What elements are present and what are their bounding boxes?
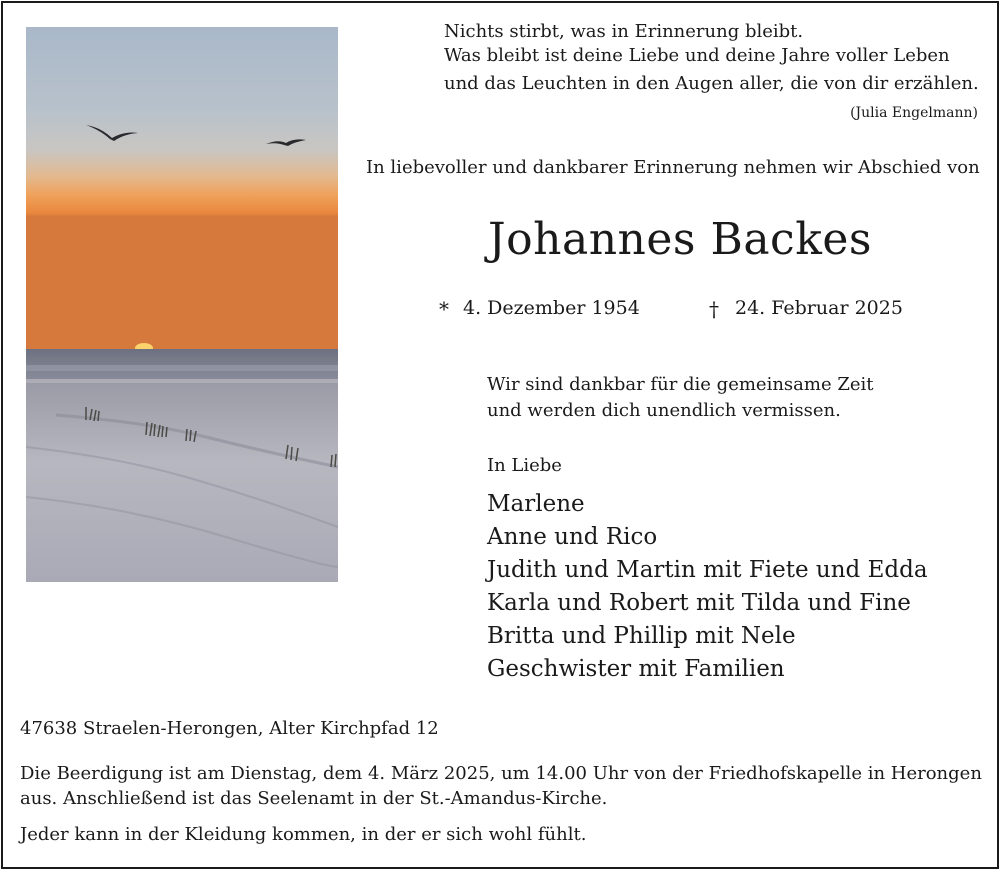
mourner-4: Karla und Robert mit Tilda und Fine (487, 590, 911, 616)
thanks-line-1: Wir sind dankbar für die gemeinsame Zeit (487, 374, 874, 395)
funeral-line-2: aus. Anschließend ist das Seelenamt in der St.-Amandus-Kirche. (20, 788, 608, 809)
quote-author: (Julia Engelmann) (850, 105, 978, 121)
in-love-label: In Liebe (487, 455, 562, 476)
death-cross-icon: † (709, 297, 719, 321)
mourner-1: Marlene (487, 491, 585, 517)
birth-date: 4. Dezember 1954 (463, 297, 640, 319)
quote-line-3: und das Leuchten in den Augen aller, die von dir erzählen. (444, 73, 979, 94)
quote-line-1: Nichts stirbt, was in Erinnerung bleibt. (444, 21, 804, 42)
beach-sunset-photo (26, 27, 338, 582)
quote-line-2: Was bleibt ist deine Liebe und deine Jahre voller Leben (444, 45, 950, 66)
farewell-intro: In liebevoller und dankbarer Erinnerung nehmen wir Abschied von (366, 157, 980, 178)
mourner-5: Britta und Phillip mit Nele (487, 623, 796, 649)
funeral-line-1: Die Beerdigung ist am Dienstag, dem 4. März 2025, um 14.00 Uhr von der Friedhofskapelle in Herongen (20, 763, 982, 784)
dress-note: Jeder kann in der Kleidung kommen, in der er sich wohl fühlt. (20, 824, 587, 845)
mourner-3: Judith und Martin mit Fiete und Edda (487, 557, 928, 583)
thanks-line-2: und werden dich unendlich vermissen. (487, 400, 841, 421)
deceased-name: Johannes Backes (488, 214, 872, 265)
mourner-2: Anne und Rico (487, 524, 658, 550)
mourner-6: Geschwister mit Familien (487, 656, 785, 682)
address: 47638 Straelen-Herongen, Alter Kirchpfad 12 (20, 718, 439, 739)
birth-star-icon: * (439, 297, 449, 321)
death-date: 24. Februar 2025 (735, 297, 903, 319)
